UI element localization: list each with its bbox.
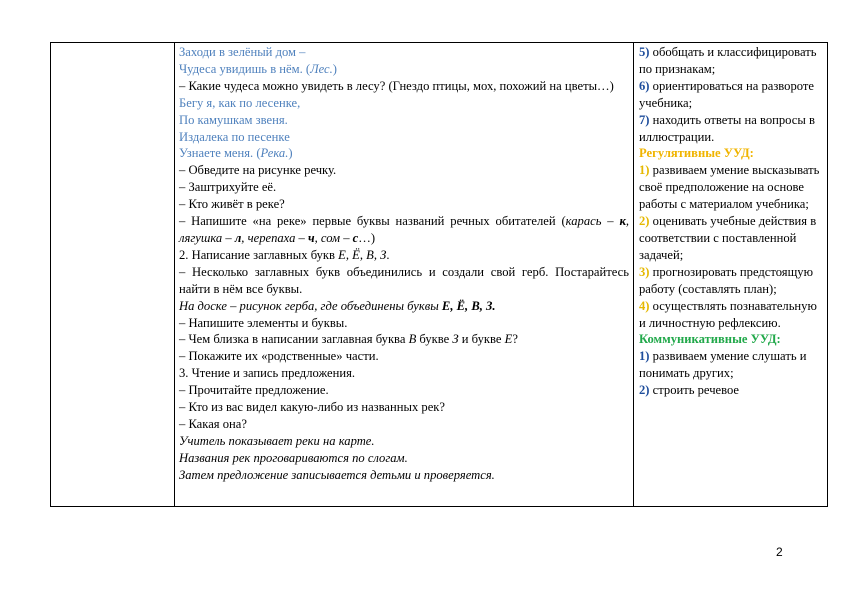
lesson-line [179,196,629,213]
text-segment: Лес. [310,61,333,76]
text-segment: находить ответы на вопросы в иллюстрации. [639,112,815,144]
text-segment: – Обведите на рисунке речку. [179,163,337,178]
text-segment: 4) [639,298,650,313]
text-segment: ориентироваться на развороте учебника; [639,78,814,110]
text-segment: 6) [639,78,650,93]
text-segment: ) [288,146,293,161]
text-segment: – Покажите их «родственные» части. [179,349,379,364]
lesson-line [179,61,629,78]
text-segment: 1) [639,163,650,178]
text-segment: На доске – рисунок герба, где объединены буквы [179,298,442,313]
text-segment: Е [504,332,513,347]
text-segment: – Кто живёт в реке? [179,197,285,212]
text-segment: …) [358,230,376,245]
lesson-line [179,365,629,382]
text-segment: ) [332,61,337,76]
lesson-line [179,162,629,179]
text-segment: Заходи в зелёный дом – [179,45,306,59]
lesson-table [50,42,828,507]
text-segment: – Напишите «на реке» первые буквы названий речных обитателей ( [179,214,566,229]
lesson-line [179,129,629,146]
lesson-content-cell [175,43,634,507]
text-segment: к [619,214,626,229]
text-segment: 3. Чтение и запись предложения. [179,366,356,381]
text-segment: Коммуникативные УУД: [639,332,781,347]
text-segment: обобщать и классифицировать по признакам; [639,45,817,76]
text-segment: 7) [639,112,650,127]
uud-line [639,213,823,264]
uud-line [639,382,823,399]
text-segment: . [386,247,390,262]
uud-cell [634,43,828,507]
text-segment: строить речевое [649,383,740,398]
lesson-line [179,247,629,264]
text-segment: , сом – [314,230,353,245]
text-segment: По камушкам звеня. [179,112,288,127]
text-segment: Е, Ё, В, З. [441,298,496,313]
text-segment: 1) [639,349,650,364]
lesson-line [179,298,629,315]
text-segment: ч [308,230,315,245]
lesson-line [179,179,629,196]
lesson-line [179,145,629,162]
page-number: 2 [776,545,783,559]
text-segment: осуществлять познавательную и личностную рефлексию. [639,298,817,330]
lesson-line [179,450,629,467]
lesson-line [179,112,629,129]
text-segment: и букве [458,332,505,347]
lesson-line [179,399,629,416]
uud-line [639,264,823,298]
lesson-line [179,416,629,433]
text-segment: 2) [639,383,650,398]
uud-line [639,162,823,213]
text-segment: Узнаете меня. ( [179,146,261,161]
text-segment: Е, Ё, В, З [338,247,387,262]
text-segment: оценивать учебные действия в соответствии с поставленной задачей; [639,214,817,262]
uud-line [639,112,823,146]
lesson-line [179,315,629,332]
text-segment: , лягушка – [179,214,629,245]
text-segment: – Заштрихуйте её. [179,180,277,195]
text-segment: прогнозировать предстоящую работу (составлять план); [639,264,813,296]
lesson-line [179,433,629,450]
lesson-line [179,213,629,247]
text-segment: З [452,332,459,347]
text-segment: , черепаха – [241,230,308,245]
lesson-line [179,95,629,112]
text-segment: – Несколько заглавных букв объединились и создали свой герб. Постарайтесь найти в нём все буквы. [179,264,629,296]
text-segment: – Чем близка в написании заглавная буква [179,332,409,347]
text-segment: Издалека по песенке [179,129,290,144]
text-segment: – Какие чудеса можно увидеть в лесу? (Гнездо птицы, мох, похожий на цветы…) [179,78,614,93]
lesson-line [179,331,629,348]
text-segment: – Напишите элементы и буквы. [179,315,348,330]
stage-cell [51,43,175,507]
uud-line [639,298,823,332]
text-segment: – Прочитайте предложение. [179,383,329,398]
uud-line [639,331,823,348]
lesson-line [179,78,629,95]
text-segment: Названия рек проговариваются по слогам. [179,450,408,465]
text-segment: Учитель показывает реки на карте. [179,433,375,448]
text-segment: 2) [639,214,650,229]
lesson-line [179,467,629,484]
uud-line [639,348,823,382]
text-segment: развиваем умение слушать и понимать других; [639,349,807,381]
text-segment: л [234,230,242,245]
text-segment: Чудеса увидишь в нём. ( [179,61,311,76]
text-segment: В [408,332,417,347]
text-segment: – Кто из вас видел какую-либо из названных рек? [179,400,445,415]
lesson-line [179,44,629,61]
lesson-line [179,348,629,365]
table-row [51,43,828,507]
text-segment: – Какая она? [179,416,247,431]
text-segment: карась – [565,214,620,229]
uud-line [639,78,823,112]
uud-line [639,145,823,162]
lesson-line [179,264,629,298]
text-segment: 2. Написание заглавных букв [179,247,339,262]
text-segment: букве [416,332,453,347]
text-segment: Регулятивные УУД: [639,146,754,161]
lesson-line [179,382,629,399]
text-segment: ? [512,332,518,347]
text-segment: Бегу я, как по лесенке, [179,95,301,110]
text-segment: 3) [639,264,650,279]
uud-line [639,44,823,78]
text-segment: Река. [260,146,289,161]
text-segment: Затем предложение записывается детьми и проверяется. [179,467,495,482]
text-segment: 5) [639,45,650,59]
text-segment: с [352,230,359,245]
text-segment: развиваем умение высказывать своё предположение на основе работы с материалом учебника; [639,163,820,212]
